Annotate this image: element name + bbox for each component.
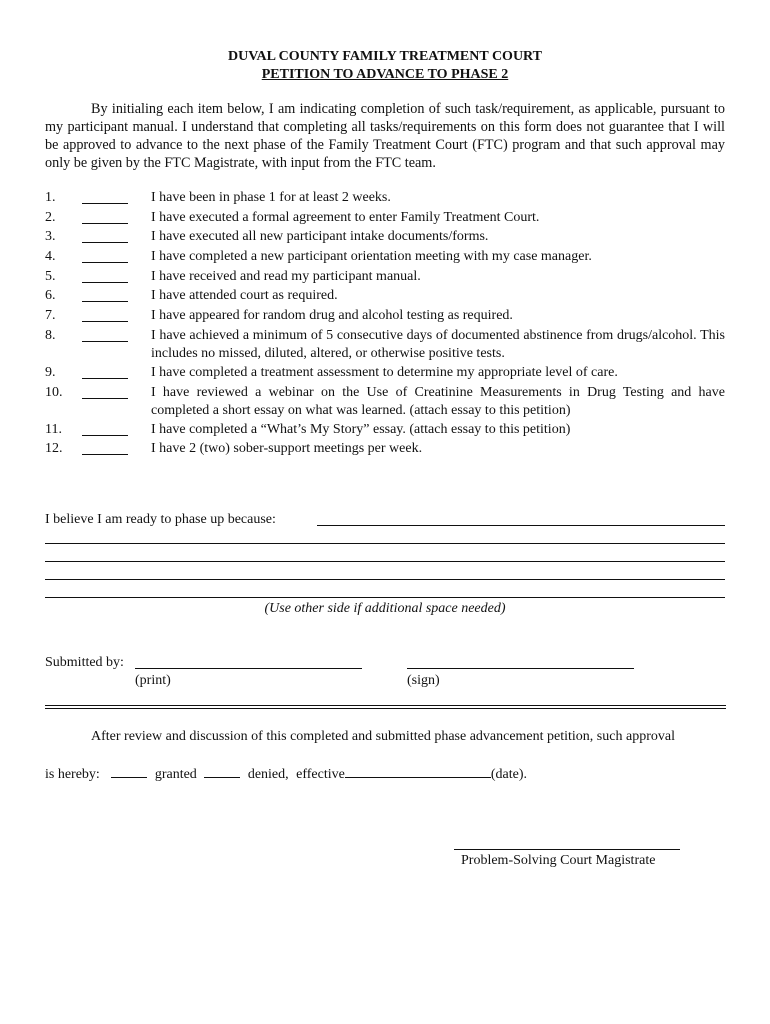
item-text: I have attended court as required. xyxy=(151,288,338,304)
denied-label: denied, xyxy=(247,767,289,782)
list-item xyxy=(45,228,725,248)
list-item xyxy=(45,209,725,229)
initial-blank[interactable] xyxy=(82,228,128,243)
list-item xyxy=(45,421,725,441)
item-number: 6. xyxy=(45,288,56,304)
item-text: I have executed all new participant intake documents/forms. xyxy=(151,229,489,245)
initial-blank[interactable] xyxy=(82,364,128,379)
item-text: I have appeared for random drug and alcohol testing as required. xyxy=(151,308,513,324)
item-number: 8. xyxy=(45,327,56,343)
submitted-by-label: Submitted by: xyxy=(45,655,124,670)
decision-line xyxy=(45,764,527,784)
sign-name-line[interactable] xyxy=(407,668,634,669)
magistrate-signature-line[interactable] xyxy=(454,849,680,850)
item-number: 5. xyxy=(45,268,56,284)
item-number: 12. xyxy=(45,441,63,457)
review-statement: After review and discussion of this completed and submitted phase advancement petition, such approval xyxy=(91,729,675,744)
granted-blank[interactable] xyxy=(111,764,147,778)
item-number: 4. xyxy=(45,249,56,265)
item-number: 11. xyxy=(45,421,62,437)
list-item xyxy=(45,327,725,364)
list-item xyxy=(45,189,725,209)
reason-label: I believe I am ready to phase up because: xyxy=(45,512,276,527)
effective-label: effective xyxy=(296,767,345,782)
effective-date-blank[interactable] xyxy=(345,764,491,778)
initial-blank[interactable] xyxy=(82,287,128,302)
reason-line-5[interactable] xyxy=(45,597,725,598)
print-name-line[interactable] xyxy=(135,668,362,669)
item-number: 9. xyxy=(45,364,56,380)
reason-line-2[interactable] xyxy=(45,543,725,544)
list-item xyxy=(45,440,725,460)
reason-line-3[interactable] xyxy=(45,561,725,562)
item-number: 10. xyxy=(45,384,63,400)
item-text: I have received and read my participant manual. xyxy=(151,268,421,284)
initial-blank[interactable] xyxy=(82,268,128,283)
section-divider xyxy=(45,705,726,709)
initial-blank[interactable] xyxy=(82,440,128,455)
list-item xyxy=(45,268,725,288)
print-caption: (print) xyxy=(135,673,171,688)
list-item xyxy=(45,287,725,307)
initial-blank[interactable] xyxy=(82,189,128,204)
item-text: I have completed a “What’s My Story” essay. (attach essay to this petition) xyxy=(151,421,571,437)
item-number: 2. xyxy=(45,209,56,225)
item-text: I have been in phase 1 for at least 2 weeks. xyxy=(151,190,391,205)
sign-caption: (sign) xyxy=(407,673,440,688)
additional-space-note: (Use other side if additional space needed) xyxy=(264,601,506,616)
item-number: 1. xyxy=(45,190,56,205)
initial-blank[interactable] xyxy=(82,307,128,322)
list-item xyxy=(45,384,725,421)
item-text: I have reviewed a webinar on the Use of Creatinine Measurements in Drug Testing and have completed a short essay on what was learned. (attach essay to this petition) xyxy=(151,384,725,418)
initial-blank[interactable] xyxy=(82,327,128,342)
initial-blank[interactable] xyxy=(82,421,128,436)
granted-label: granted xyxy=(154,767,197,782)
item-number: 3. xyxy=(45,229,56,245)
intro-paragraph: By initialing each item below, I am indicating completion of such task/requirement, as applicable, pursuant to my participant manual. I understand that completing all tasks/requirements on this form does not guarantee that I will be approved to advance to the next phase of the Family Treatment Court (FTC) program and that such approval may only be given by the FTC Magistrate, with input from the FTC team. xyxy=(45,101,725,171)
initial-blank[interactable] xyxy=(82,209,128,224)
item-text: I have executed a formal agreement to enter Family Treatment Court. xyxy=(151,209,540,225)
item-number: 7. xyxy=(45,308,56,324)
reason-line-1[interactable] xyxy=(317,525,725,526)
initial-blank[interactable] xyxy=(82,384,128,399)
document-title: DUVAL COUNTY FAMILY TREATMENT COURT xyxy=(227,49,543,64)
item-text: I have completed a treatment assessment to determine my appropriate level of care. xyxy=(151,364,618,380)
date-label: (date). xyxy=(490,767,528,782)
item-text: I have achieved a minimum of 5 consecutive days of documented abstinence from drugs/alcohol. This includes no missed, diluted, altered, or otherwise positive tests. xyxy=(151,327,725,361)
document-subtitle: PETITION TO ADVANCE TO PHASE 2 xyxy=(261,67,509,82)
reason-line-4[interactable] xyxy=(45,579,725,580)
item-text: I have completed a new participant orientation meeting with my case manager. xyxy=(151,249,592,265)
denied-blank[interactable] xyxy=(204,764,240,778)
requirements-list xyxy=(45,189,725,460)
item-text: I have 2 (two) sober-support meetings per week. xyxy=(151,441,423,457)
is-hereby-label: is hereby: xyxy=(45,767,100,782)
initial-blank[interactable] xyxy=(82,248,128,263)
list-item xyxy=(45,364,725,384)
magistrate-title: Problem-Solving Court Magistrate xyxy=(461,853,656,868)
list-item xyxy=(45,307,725,327)
list-item xyxy=(45,248,725,268)
